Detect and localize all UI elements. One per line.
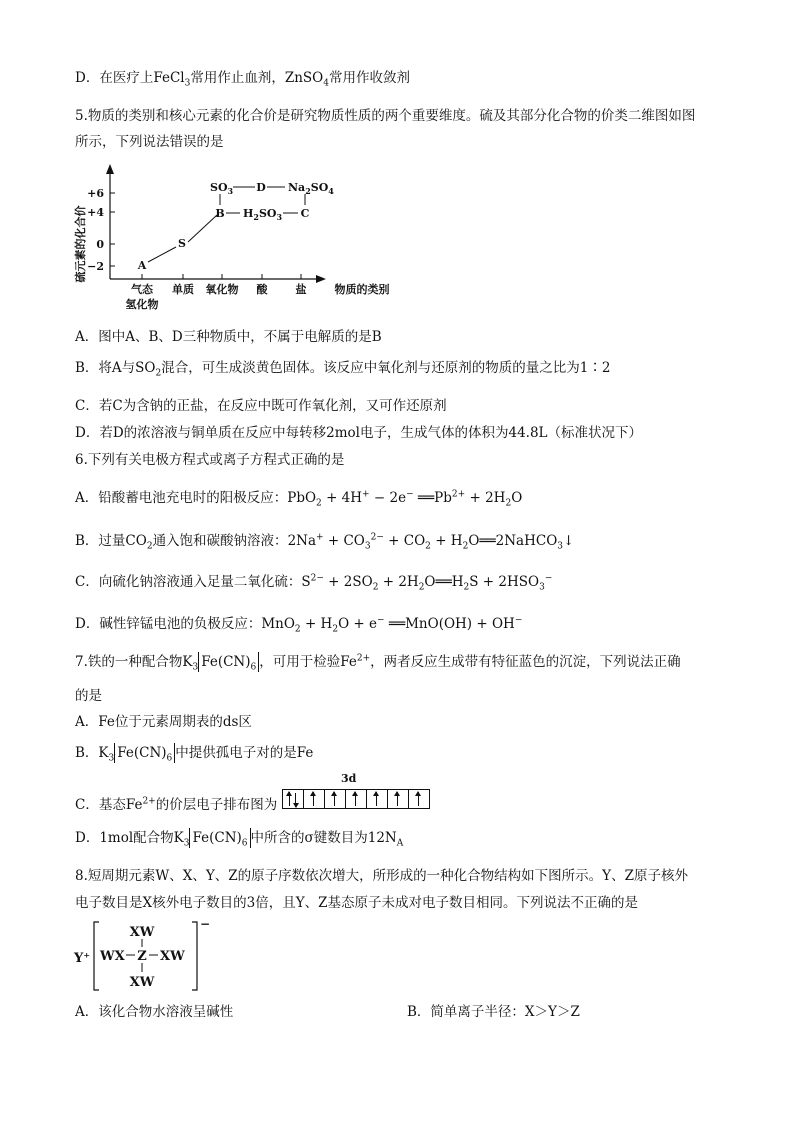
q6-stem: 6.下列有关电极方程式或离子方程式正确的是 [75, 452, 345, 468]
atom-z: Z [137, 949, 147, 964]
orbital-box-5 [366, 789, 388, 809]
ytick-0: 0 [96, 238, 104, 251]
group-right: XW [160, 949, 185, 964]
q5-option-c: C．若C为含钠的正盐，在反应中既可作氧化剂，又可作还原剂 [75, 398, 447, 414]
q6-option-c: C．向硫化钠溶液通入足量二氧化硫：$S^{2-} + 2SO_2$ + $2H_2O══H_2S + 2HSO_3^-$ [75, 573, 553, 593]
orbital-box-7 [408, 789, 430, 809]
ytick-minus2: −2 [87, 260, 104, 273]
xtick-salt: 盐 [295, 283, 307, 296]
node-S: S [178, 237, 186, 250]
node-C: C [300, 207, 310, 220]
q5-option-b: B．将A与$SO_2$混合，可生成淡黄色固体。该反应中氧化剂与还原剂的物质的量之比为1∶2 [75, 360, 611, 379]
q5-stem-line1: 5.物质的类别和核心元素的化合价是研究物质性质的两个重要维度。硫及其部分化合物的价类二维图如图 [75, 108, 696, 124]
charge: − [200, 917, 211, 931]
q5-option-d: D．若D的浓溶液与铜单质在反应中每转移2mol电子，生成气体的体积为44.8L（标准状况下） [75, 425, 643, 441]
cation-y: Y⁺ [74, 951, 91, 966]
q7-stem-line2: 的是 [75, 688, 102, 704]
ytick-plus4: +4 [87, 206, 104, 219]
q7-stem-line1: 7.铁的一种配合物$K_3$ $Fe(CN)_6$ ，可用于检验$Fe^{2+}$，两者反应生成带有特征蓝色的沉淀，下列说法正确 [75, 653, 681, 673]
node-D: D [256, 181, 266, 194]
q8-stem-line1: 8.短周期元素W、X、Y、Z的原子序数依次增大，所形成的一种化合物结构如下图所示。Y、Z原子核外 [75, 868, 688, 884]
node-A: A [137, 259, 147, 272]
xtick-gas-hydride-1: 气态 [131, 283, 153, 296]
y-ticks [87, 187, 115, 273]
y-axis-label [73, 206, 87, 283]
q8-option-b: B．简单离子半径：X＞Y＞Z [407, 1004, 580, 1020]
orbital-box-4 [345, 789, 367, 809]
node-H2SO3: $H_2SO_3$ [243, 207, 283, 222]
valence-category-diagram [70, 158, 410, 318]
orbital-box-1 [282, 789, 304, 809]
q6-option-d: D．碱性锌锰电池的负极反应：$MnO_2 + H_2O + e^-$ ══MnO(OH) + OH− [75, 615, 523, 635]
xtick-acid: 酸 [256, 283, 268, 296]
q7-option-d: D．1mol配合物$K_3$ $Fe(CN)_6$ 中所含的σ键数目为$12N_A$ [75, 830, 404, 849]
group-bottom: XW [129, 975, 155, 990]
node-SO3: $SO_3$ [210, 181, 234, 196]
compound-structure [72, 916, 222, 996]
group-top: XW [129, 925, 155, 940]
q6-option-a: A．铅酸蓄电池充电时的阳极反应：PbO$_2$ + 4H+ − 2e− $══Pb^{2+} + 2H_2O$ [75, 489, 523, 509]
node-B: B [215, 207, 225, 220]
xtick-oxide: 氧化物 [205, 283, 239, 296]
orbital-box-6 [387, 789, 409, 809]
q7-option-a: A．Fe位于元素周期表的ds区 [75, 714, 252, 730]
diagram-nodes [137, 181, 335, 272]
ytick-plus6: +6 [87, 187, 104, 200]
q4-option-d: D．在医疗上FeCl$_3$常用作止血剂，ZnSO$_4$常用作收敛剂 [75, 70, 410, 89]
q6-option-b: B．过量$CO_2$通入饱和碳酸钠溶液：$2Na^+ + CO_3^{2-} + CO_2$ + $H_2O══2NaHCO_3↓$ [75, 532, 575, 552]
orbital-diagram-3d [282, 789, 430, 809]
q7-option-c: C．基态$Fe^{2+}$的价层电子排布图为 [75, 796, 278, 813]
node-Na2SO4: $Na_2SO_4$ [288, 181, 334, 196]
orbital-box-3 [324, 789, 346, 809]
x-axis-label: 物质的类别 [334, 283, 390, 296]
orbital-3d-label: 3d [341, 772, 357, 785]
y-axis-label-text: 硫元素的化合价 [74, 205, 87, 283]
q5-option-a: A．图中A、B、D三种物质中，不属于电解质的是B [75, 329, 382, 345]
orbital-box-2 [303, 789, 325, 809]
q8-option-a: A．该化合物水溶液呈碱性 [75, 1004, 234, 1020]
xtick-gas-hydride-2: 氢化物 [125, 298, 159, 311]
xtick-element: 单质 [172, 283, 194, 296]
q5-stem-line2: 所示，下列说法错误的是 [75, 134, 224, 150]
q8-stem-line2: 电子数目是X核外电子数目的3倍，且Y、Z基态原子未成对电子数目相同。下列说法不正确的是 [75, 895, 638, 911]
group-left: WX [100, 949, 125, 964]
q7-option-b: B．$K_3$ $Fe(CN)_6$ 中提供孤电子对的是Fe [75, 745, 314, 764]
